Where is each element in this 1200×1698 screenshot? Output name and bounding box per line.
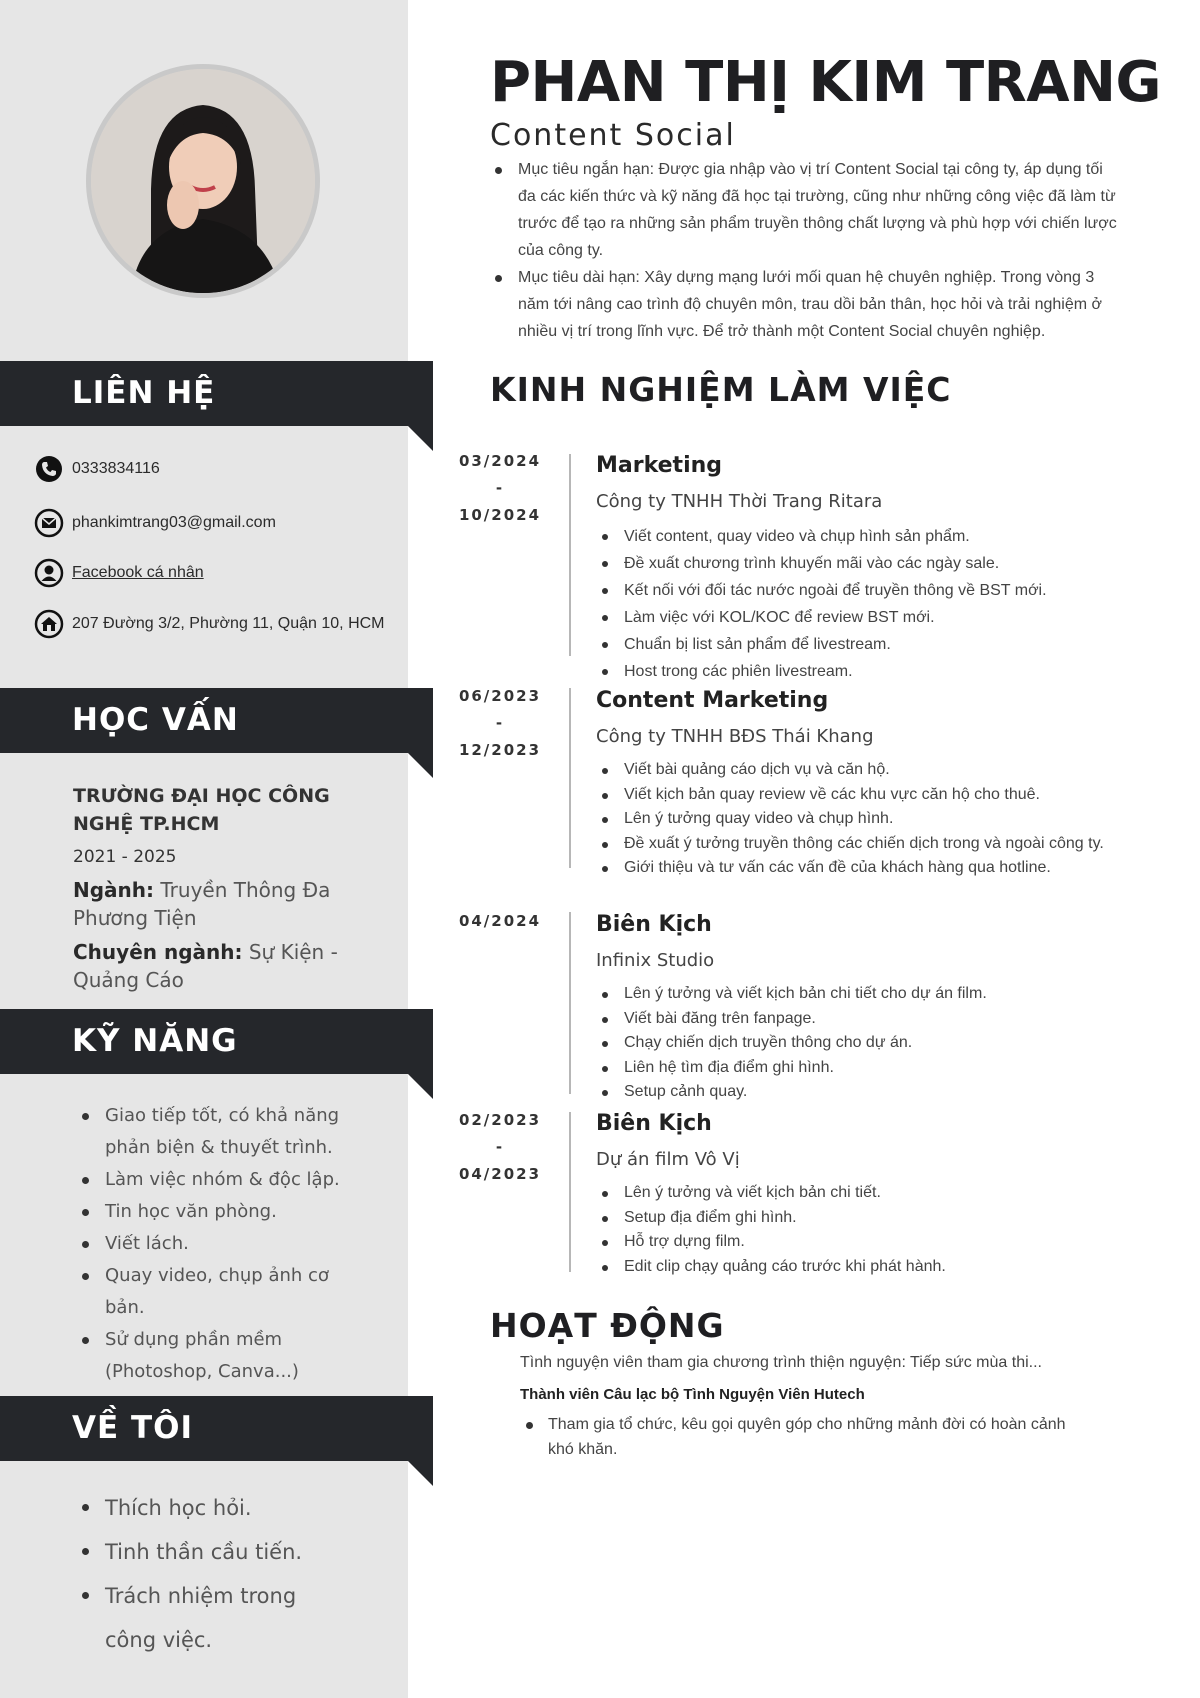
contact-header	[0, 361, 433, 426]
list-item: Mục tiêu ngắn hạn: Được gia nhập vào vị trí Content Social tại công ty, áp dụng tối đa các kiến thức và kỹ năng đã học tại trường, cũng như những công việc đã làm từ trước để tạo ra những sản phẩm truyền thông chất lượng và phù hợp với chiến lược của công ty.	[492, 156, 1122, 264]
job-date: 06/2023 - 12/2023	[458, 687, 542, 759]
list-item: Viết lách.	[80, 1228, 350, 1260]
list-item: Sử dụng phần mềm (Photoshop, Canva...)	[80, 1324, 350, 1388]
job-entry	[596, 451, 1156, 685]
list-item: Đề xuất ý tưởng truyền thông các chiến dịch trong và ngoài công ty.	[596, 832, 1156, 857]
club-activities	[522, 1412, 1082, 1462]
list-item: Liên hệ tìm địa điểm ghi hình.	[596, 1056, 1156, 1081]
facebook-link[interactable]: Facebook cá nhân	[72, 564, 204, 581]
list-item: Tin học văn phòng.	[80, 1196, 350, 1228]
list-item: Edit clip chạy quảng cáo trước khi phát hành.	[596, 1255, 1156, 1280]
job-date: 04/2024	[458, 912, 542, 930]
contact-email[interactable]: phankimtrang03@gmail.com	[34, 508, 276, 538]
list-item: Đề xuất chương trình khuyến mãi vào các ngày sale.	[596, 550, 1156, 577]
contact-title: LIÊN HỆ	[72, 375, 216, 411]
job-entry	[596, 910, 1156, 1105]
job-title: Biên Kịch	[596, 912, 712, 937]
phone-icon	[34, 454, 64, 484]
volunteer-activity: Tình nguyện viên tham gia chương trình thiện nguyện: Tiếp sức mùa thi...	[520, 1354, 1042, 1371]
list-item: Lên ý tưởng và viết kịch bản chi tiết cho dự án film.	[596, 982, 1156, 1007]
job-title: Content Marketing	[596, 688, 829, 713]
education-header	[0, 688, 433, 753]
job-company: Infinix Studio	[596, 950, 715, 971]
list-item: Làm việc nhóm & độc lập.	[80, 1164, 350, 1196]
skills-header	[0, 1009, 433, 1074]
avatar	[86, 64, 320, 298]
candidate-role: Content Social	[490, 118, 736, 153]
list-item: Quay video, chụp ảnh cơ bản.	[80, 1260, 350, 1324]
candidate-name: PHAN THỊ KIM TRANG	[490, 50, 1161, 115]
school-years: 2021 - 2025	[73, 847, 177, 867]
list-item: Chuẩn bị list sản phẩm để livestream.	[596, 631, 1156, 658]
list-item: Lên ý tưởng quay video và chụp hình.	[596, 807, 1156, 832]
list-item: Setup cảnh quay.	[596, 1080, 1156, 1105]
list-item: Viết bài quảng cáo dịch vụ và căn hộ.	[596, 758, 1156, 783]
list-item: Host trong các phiên livestream.	[596, 658, 1156, 685]
contact-facebook[interactable]	[34, 558, 204, 588]
job-tasks	[596, 758, 1156, 881]
list-item: Viết content, quay video và chụp hình sản phẩm.	[596, 523, 1156, 550]
list-item: Chạy chiến dịch truyền thông cho dự án.	[596, 1031, 1156, 1056]
sidebar	[0, 0, 408, 1698]
about-title: VỀ TÔI	[72, 1410, 193, 1446]
timeline-line	[569, 454, 571, 656]
list-item: Lên ý tưởng và viết kịch bản chi tiết.	[596, 1181, 1156, 1206]
user-icon	[34, 558, 64, 588]
contact-address: 207 Đường 3/2, Phường 11, Quận 10, HCM	[34, 609, 385, 639]
job-tasks	[596, 1181, 1156, 1279]
school-name: TRƯỜNG ĐẠI HỌC CÔNG NGHỆ TP.HCM	[73, 785, 330, 835]
education-title: HỌC VẤN	[72, 702, 239, 738]
skills-title: KỸ NĂNG	[72, 1023, 238, 1059]
list-item: Giới thiệu và tư vấn các vấn đề của khách hàng qua hotline.	[596, 856, 1156, 881]
job-date: 03/2024 - 10/2024	[458, 452, 542, 524]
about-header	[0, 1396, 433, 1461]
specialty: Chuyên ngành: Sự Kiện - Quảng Cáo	[73, 940, 338, 992]
list-item: Trách nhiệm trong công việc.	[80, 1574, 340, 1662]
list-item: Viết kịch bản quay review về các khu vực căn hộ cho thuê.	[596, 783, 1156, 808]
activities-title: HOẠT ĐỘNG	[490, 1306, 725, 1345]
list-item: Làm việc với KOL/KOC để review BST mới.	[596, 604, 1156, 631]
contact-phone: 0333834116	[34, 454, 160, 484]
education-block	[73, 782, 373, 994]
home-icon	[34, 609, 64, 639]
job-entry	[596, 1109, 1156, 1279]
list-item: Mục tiêu dài hạn: Xây dựng mạng lưới mối quan hệ chuyên nghiệp. Trong vòng 3 năm tới nâng cao trình độ chuyên môn, trau dồi bản thân, học hỏi và trải nghiệm ở nhiều vị trí trong lĩnh vực. Để trở thành một Content Social chuyên nghiệp.	[492, 264, 1122, 345]
job-company: Công ty TNHH BĐS Thái Khang	[596, 726, 874, 747]
list-item: Thích học hỏi.	[80, 1486, 340, 1530]
timeline-line	[569, 912, 571, 1094]
job-tasks	[596, 523, 1156, 685]
list-item: Setup địa điểm ghi hình.	[596, 1206, 1156, 1231]
about-list	[80, 1486, 340, 1662]
list-item: Viết bài đăng trên fanpage.	[596, 1007, 1156, 1032]
experience-title: KINH NGHIỆM LÀM VIỆC	[490, 370, 952, 409]
list-item: Tinh thần cầu tiến.	[80, 1530, 340, 1574]
job-company: Công ty TNHH Thời Trang Ritara	[596, 491, 883, 512]
timeline-line	[569, 1112, 571, 1272]
job-tasks	[596, 982, 1156, 1105]
avatar-photo	[91, 69, 315, 293]
club-membership: Thành viên Câu lạc bộ Tình Nguyện Viên Hutech	[520, 1386, 865, 1403]
job-title: Biên Kịch	[596, 1111, 712, 1136]
list-item: Giao tiếp tốt, có khả năng phản biện & thuyết trình.	[80, 1100, 350, 1164]
major: Ngành: Truyền Thông Đa Phương Tiện	[73, 878, 331, 930]
list-item: Hỗ trợ dựng film.	[596, 1230, 1156, 1255]
timeline-line	[569, 688, 571, 868]
mail-icon	[34, 508, 64, 538]
skills-list	[80, 1100, 350, 1388]
list-item: Kết nối với đối tác nước ngoài để truyền thông về BST mới.	[596, 577, 1156, 604]
job-title: Marketing	[596, 453, 723, 478]
objectives-list	[492, 156, 1122, 345]
list-item: Tham gia tổ chức, kêu gọi quyên góp cho những mảnh đời có hoàn cảnh khó khăn.	[522, 1412, 1082, 1462]
job-entry	[596, 686, 1156, 881]
job-company: Dự án film Vô Vị	[596, 1149, 740, 1170]
job-date: 02/2023 - 04/2023	[458, 1111, 542, 1183]
